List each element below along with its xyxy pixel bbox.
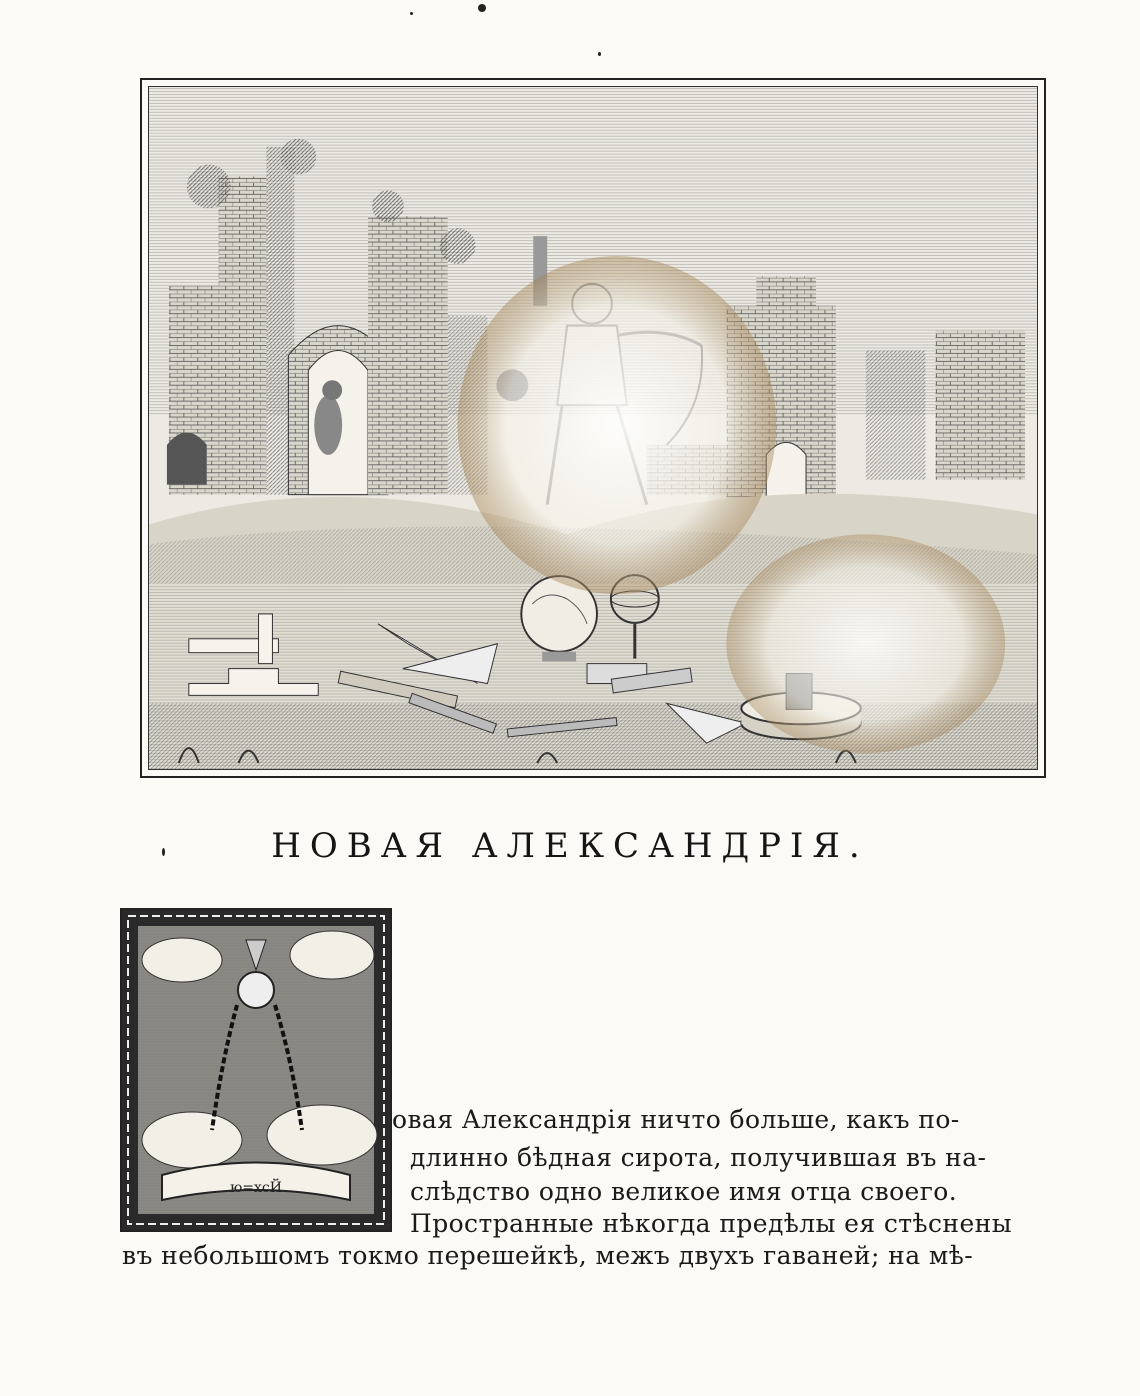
body-text-line: Пространные нѣкогда предѣлы ея стѣснены <box>410 1209 1013 1238</box>
ink-speck <box>478 4 486 12</box>
banner-motto: ю=хсЙ <box>230 1180 282 1196</box>
body-text-line: овая Александрія ничто больше, какъ по- <box>392 1105 960 1134</box>
ink-speck <box>598 52 601 56</box>
ink-speck <box>410 12 413 15</box>
ruins-scene-image <box>149 87 1037 769</box>
body-text-line: слѣдство одно великое имя отца своего. <box>410 1177 958 1206</box>
body-text-line: длинно бѣдная сирота, получившая въ на- <box>410 1143 987 1172</box>
decorative-initial-image <box>120 908 392 1232</box>
chapter-heading: НОВАЯ АЛЕКСАНДРІЯ. <box>271 826 869 866</box>
body-text-line: въ небольшомъ токмо перешейкѣ, межъ двухъ гаваней; на мѣ- <box>122 1241 974 1270</box>
engraving-illustration <box>140 78 1046 778</box>
